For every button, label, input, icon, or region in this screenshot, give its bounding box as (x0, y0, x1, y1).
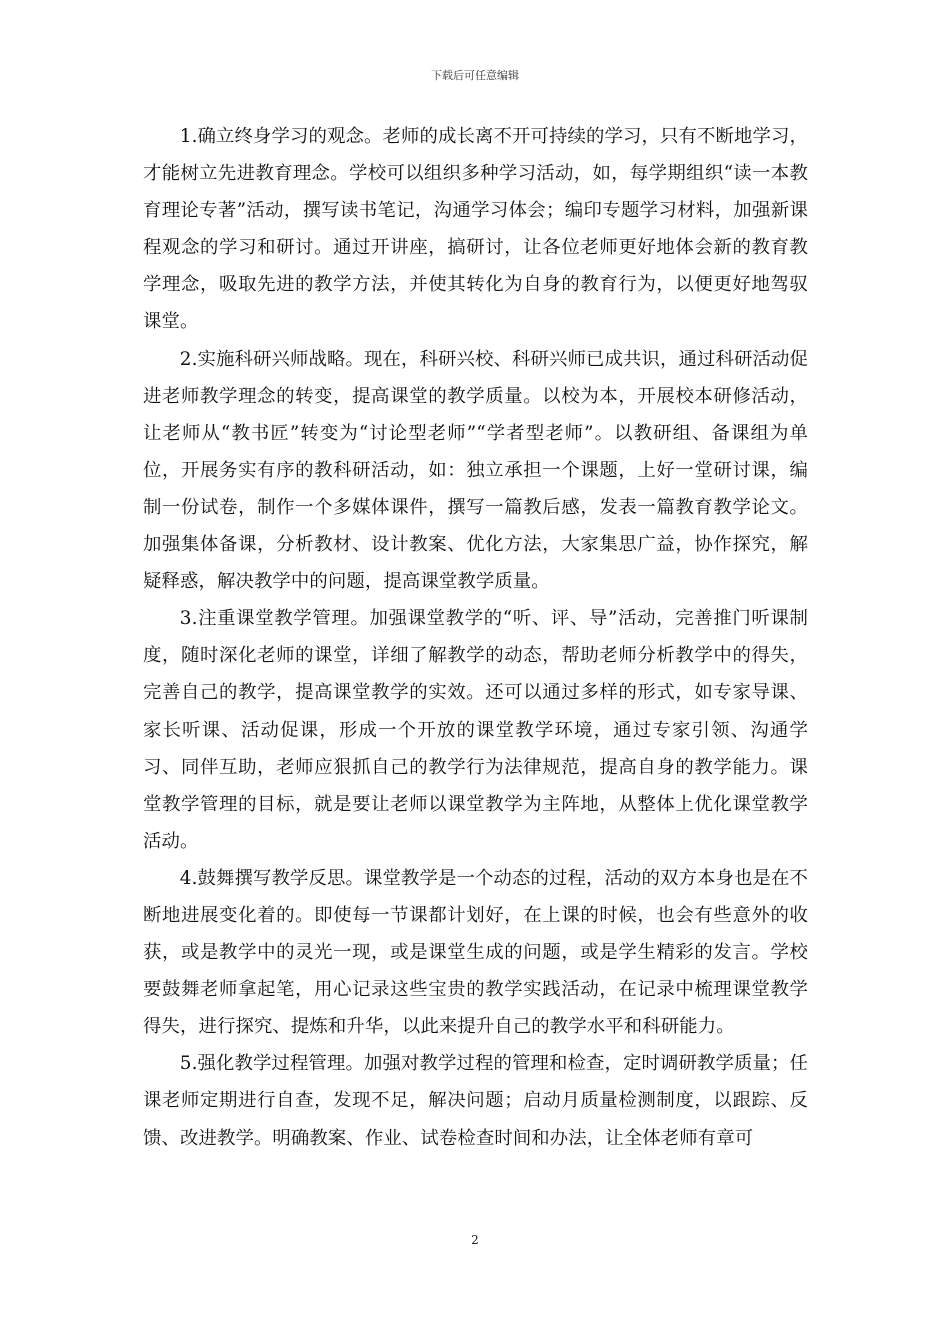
paragraph-1: 1.确立终身学习的观念。老师的成长离不开可持续的学习，只有不断地学习，才能树立先进教育理念。学校可以组织多种学习活动，如，每学期组织“读一本教育理论专著”活动，撰写读书笔记，沟通学习体会；编印专题学习材料，加强新课程观念的学习和研讨。通过开讲座，搞研讨，让各位老师更好地体会新的教育教学理念，吸取先进的教学方法，并使其转化为自身的教育行为，以便更好地驾驭课堂。 (143, 126, 808, 333)
page-header: 下载后可任意编辑 (431, 69, 519, 82)
paragraph-3: 3.注重课堂教学管理。加强课堂教学的“听、评、导”活动，完善推门听课制度，随时深化老师的课堂，详细了解教学的动态，帮助老师分析教学中的得失，完善自己的教学，提高课堂教学的实效。还可以通过多样的形式，如专家导课、家长听课、活动促课，形成一个开放的课堂教学环境，通过专家引领、沟通学习、同伴互助，老师应狠抓自己的教学行为法律规范，提高自身的教学能力。课堂教学管理的目标，就是要让老师以课堂教学为主阵地，从整体上优化课堂教学活动。 (143, 608, 808, 852)
paragraph-5: 5.强化教学过程管理。加强对教学过程的管理和检查，定时调研教学质量；任课老师定期进行自查，发现不足，解决问题；启动月质量检测制度，以跟踪、反馈、改进教学。明确教案、作业、试卷检查时间和办法，让全体老师有章可 (143, 1053, 808, 1149)
paragraph-4: 4.鼓舞撰写教学反思。课堂教学是一个动态的过程，活动的双方本身也是在不断地进展变化着的。即使每一节课都计划好，在上课的时候，也会有些意外的收获，或是教学中的灵光一现，或是课堂生成的问题，或是学生精彩的发言。学校要鼓舞老师拿起笔，用心记录这些宝贵的教学实践活动，在记录中梳理课堂教学得失，进行探究、提炼和升华，以此来提升自己的教学水平和科研能力。 (143, 867, 808, 1038)
page-number: 2 (471, 1233, 479, 1247)
document-body (143, 118, 808, 1157)
paragraph-2: 2.实施科研兴师战略。现在，科研兴校、科研兴师已成共识，通过科研活动促进老师教学理念的转变，提高课堂的教学质量。以校为本，开展校本研修活动，让老师从“教书匠”转变为“讨论型老师”“学者型老师”。以教研组、备课组为单位，开展务实有序的教科研活动，如：独立承担一个课题，上好一堂研讨课，编制一份试卷，制作一个多媒体课件，撰写一篇教后感，发表一篇教育教学论文。加强集体备课，分析教材、设计教案、优化方法，大家集思广益，协作探究，解疑释惑，解决教学中的问题，提高课堂教学质量。 (143, 348, 808, 593)
